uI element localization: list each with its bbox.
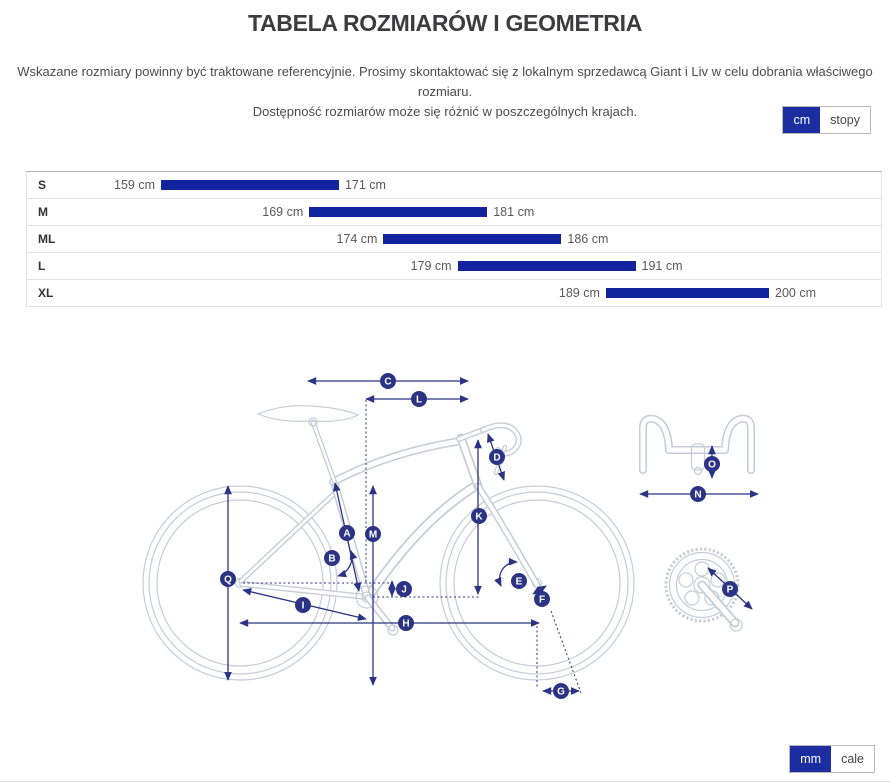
- svg-text:N: N: [694, 489, 702, 501]
- min-label: 174 cm: [336, 232, 378, 246]
- size-label: ML: [38, 232, 56, 246]
- badge-D: [489, 449, 505, 465]
- badge-M: [365, 526, 381, 542]
- badge-F: [534, 591, 550, 607]
- svg-text:I: I: [301, 600, 305, 612]
- bike-drawing: [143, 406, 634, 680]
- height-unit-toggle: [782, 106, 871, 134]
- badge-K: [471, 508, 487, 524]
- min-label: 169 cm: [262, 205, 304, 219]
- size-bar: [458, 261, 636, 271]
- handlebar-front-view: [643, 419, 751, 475]
- size-label: XL: [38, 286, 54, 300]
- max-label: 200 cm: [775, 286, 816, 300]
- table-row[interactable]: [27, 199, 881, 226]
- badge-N: [690, 486, 706, 502]
- badge-O: [704, 456, 720, 472]
- bottom-divider: [0, 781, 890, 782]
- svg-text:C: C: [384, 376, 392, 388]
- dim-arc-B: [338, 551, 352, 576]
- max-label: 191 cm: [641, 259, 683, 273]
- badge-H: [398, 615, 414, 631]
- badge-J: [396, 581, 412, 597]
- min-label: 159 cm: [114, 178, 155, 192]
- height-unit-stopy-button[interactable]: stopy: [820, 107, 870, 133]
- svg-text:L: L: [415, 394, 423, 406]
- badge-P: [722, 581, 738, 597]
- intro-line-1: Wskazane rozmiary powinny być traktowane referencyjnie. Prosimy skontaktować się z lokalnym sprzedawcą Giant i Liv w celu dobrania właściwego rozmiaru.: [17, 64, 873, 99]
- table-row[interactable]: [27, 226, 881, 253]
- table-row[interactable]: [27, 280, 881, 307]
- svg-text:P: P: [726, 584, 734, 596]
- badge-L: [411, 391, 427, 407]
- size-table: [26, 171, 882, 307]
- intro-text: [0, 62, 890, 122]
- page-title: TABELA ROZMIARÓW I GEOMETRIA: [247, 10, 643, 36]
- max-label: 181 cm: [493, 205, 535, 219]
- badge-B: [324, 550, 340, 566]
- table-row[interactable]: [27, 172, 881, 199]
- badge-E: [511, 573, 527, 589]
- min-label: 179 cm: [410, 259, 452, 273]
- geometry-unit-cale-button[interactable]: cale: [831, 746, 874, 772]
- size-label: M: [38, 205, 48, 219]
- badge-Q: [220, 571, 236, 587]
- size-bar: [161, 180, 339, 190]
- svg-text:M: M: [368, 529, 378, 541]
- svg-text:D: D: [493, 452, 501, 464]
- size-label: S: [38, 178, 47, 192]
- saddle: [258, 406, 358, 426]
- size-bar: [309, 207, 487, 217]
- badge-I: [295, 597, 311, 613]
- min-label: 189 cm: [558, 286, 600, 300]
- svg-text:Q: Q: [224, 574, 232, 586]
- svg-text:J: J: [401, 584, 407, 596]
- svg-text:H: H: [402, 618, 410, 630]
- max-label: 171 cm: [344, 178, 386, 192]
- height-unit-cm-button[interactable]: cm: [783, 107, 820, 133]
- svg-text:K: K: [475, 511, 483, 523]
- geometry-unit-mm-button[interactable]: mm: [790, 746, 831, 772]
- intro-line-2: Dostępność rozmiarów może się różnić w poszczególnych krajach.: [252, 104, 638, 119]
- svg-text:G: G: [557, 686, 565, 698]
- svg-text:B: B: [328, 553, 336, 565]
- badge-C: [380, 373, 396, 389]
- geometry-unit-toggle: [789, 745, 875, 773]
- badge-G: [553, 683, 569, 699]
- geometry-diagram: [0, 360, 890, 705]
- max-label: 186 cm: [567, 232, 609, 246]
- table-row[interactable]: [27, 253, 881, 280]
- size-bar: [606, 288, 769, 298]
- svg-text:E: E: [515, 576, 523, 588]
- svg-text:A: A: [343, 528, 351, 540]
- badge-A: [339, 525, 355, 541]
- size-label: L: [38, 259, 46, 273]
- svg-text:F: F: [538, 594, 546, 606]
- size-bar: [383, 234, 561, 244]
- svg-text:O: O: [708, 459, 716, 471]
